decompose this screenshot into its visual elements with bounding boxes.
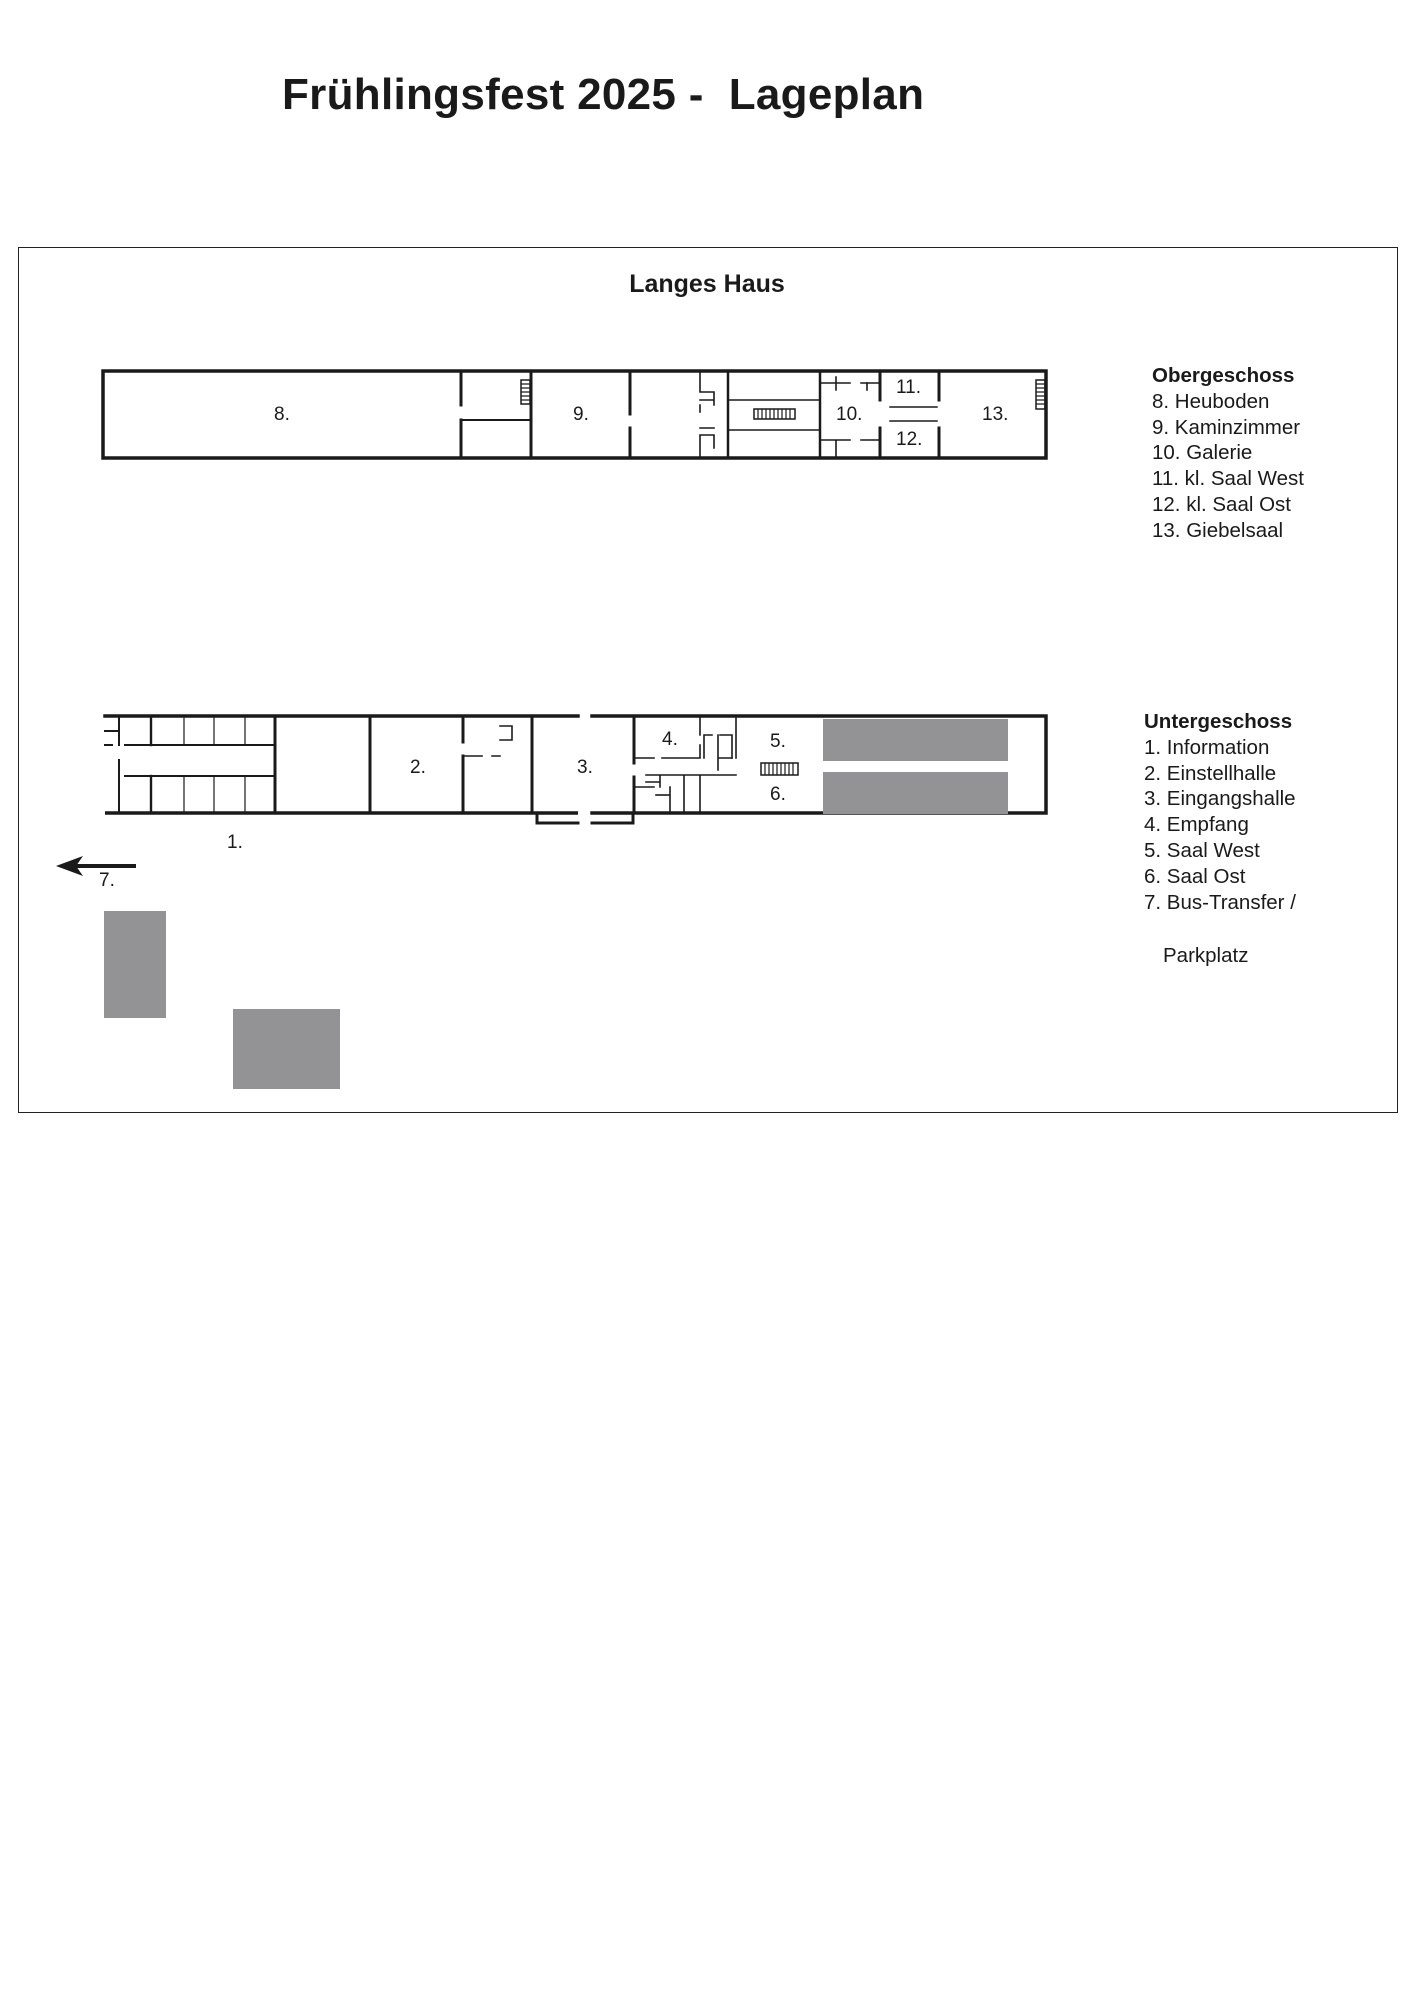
arrow-left-icon bbox=[56, 856, 136, 876]
shaded-area bbox=[823, 772, 1008, 814]
room-marker-4: 4. bbox=[662, 729, 678, 750]
legend-upper-floor bbox=[1152, 363, 1304, 544]
legend-item: 8. Heuboden bbox=[1152, 389, 1270, 413]
legend-lower-floor bbox=[1144, 709, 1296, 969]
room-marker-3: 3. bbox=[577, 757, 593, 778]
shaded-area bbox=[823, 719, 1008, 761]
legend-item-continuation: Parkplatz bbox=[1163, 944, 1249, 968]
room-marker-8: 8. bbox=[274, 404, 290, 425]
room-marker-13: 13. bbox=[982, 404, 1009, 425]
stairs-icon bbox=[754, 409, 795, 419]
stairs-icon bbox=[1036, 380, 1045, 409]
stairs-icon bbox=[761, 763, 798, 775]
legend-item: 5. Saal West bbox=[1144, 838, 1260, 862]
room-marker-1: 1. bbox=[227, 832, 243, 853]
room-marker-7: 7. bbox=[99, 870, 115, 891]
room-marker-11: 11. bbox=[896, 377, 922, 398]
legend-item: 9. Kaminzimmer bbox=[1152, 415, 1301, 439]
building-name: Langes Haus bbox=[629, 270, 785, 298]
legend-item: 13. Giebelsaal bbox=[1152, 518, 1284, 542]
legend-item: 6. Saal Ost bbox=[1144, 864, 1246, 888]
room-marker-6: 6. bbox=[770, 784, 786, 805]
legend-item: 7. Bus-Transfer / bbox=[1144, 890, 1296, 914]
legend-item: 3. Eingangshalle bbox=[1144, 787, 1296, 811]
room-marker-2: 2. bbox=[410, 757, 426, 778]
legend-item: 12. kl. Saal Ost bbox=[1152, 492, 1292, 516]
page-title: Frühlingsfest 2025 - Lageplan bbox=[282, 70, 925, 119]
room-marker-10: 10. bbox=[836, 404, 863, 425]
legend-item: 4. Empfang bbox=[1144, 813, 1249, 837]
legend-item: 10. Galerie bbox=[1152, 441, 1253, 465]
legend-item: 11. kl. Saal West bbox=[1152, 467, 1304, 491]
legend-heading: Obergeschoss bbox=[1152, 364, 1295, 387]
stairs-icon bbox=[521, 380, 530, 404]
legend-item: 2. Einstellhalle bbox=[1144, 761, 1277, 785]
legend-heading: Untergeschoss bbox=[1144, 710, 1293, 733]
legend-item: 1. Information bbox=[1144, 735, 1270, 759]
room-marker-5: 5. bbox=[770, 731, 786, 752]
room-marker-9: 9. bbox=[573, 404, 589, 425]
room-marker-12: 12. bbox=[896, 429, 923, 450]
outbuilding bbox=[104, 911, 166, 1018]
outbuilding bbox=[233, 1009, 340, 1089]
